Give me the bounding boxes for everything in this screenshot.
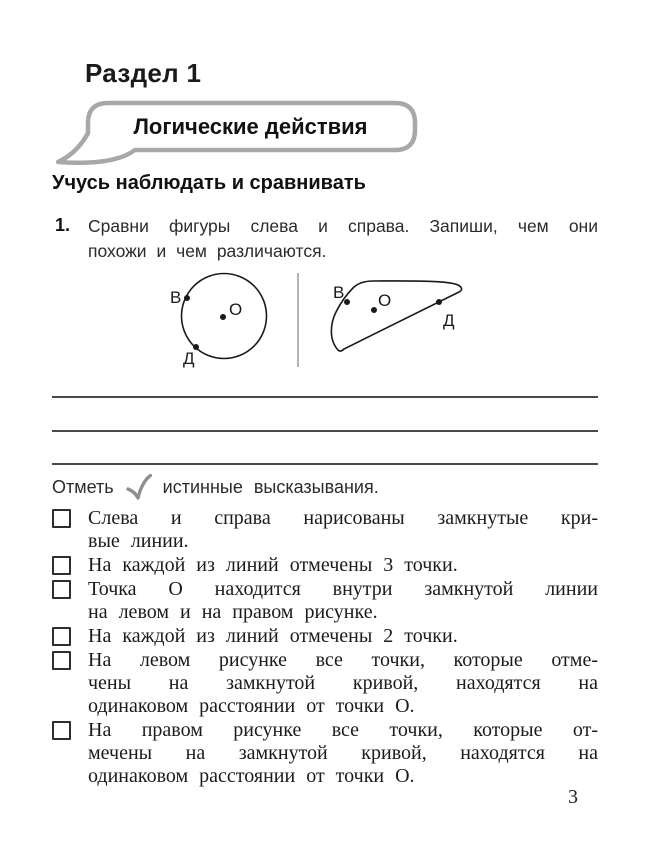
statement-line: на левом и на правом рисунке. xyxy=(88,601,378,623)
task-text-line: похожи и чем различаются. xyxy=(88,241,327,261)
statement-line: мечены на замкнутой кривой, находятся на xyxy=(88,742,598,764)
lesson-title: Учусь наблюдать и сравнивать xyxy=(52,172,366,194)
instruction-row xyxy=(52,474,598,500)
task-text-line: Сравни фигуры слева и справа. Запиши, чем они xyxy=(88,216,598,236)
statement-line: На левом рисунке все точки, которые отме- xyxy=(88,649,598,671)
statement-checkbox[interactable] xyxy=(52,721,71,740)
statement-checkbox[interactable] xyxy=(52,509,71,528)
right-point-b-dot xyxy=(344,299,350,305)
statement-item xyxy=(52,649,598,718)
statement-line: одинаковом расстоянии от точки О. xyxy=(88,695,415,717)
page-number: 3 xyxy=(568,786,578,808)
statement-line: На каждой из линий отмечены 3 точки. xyxy=(88,554,458,576)
statement-item xyxy=(52,554,598,577)
right-point-o-label: О xyxy=(378,291,392,310)
instruction-suffix: истинные высказывания. xyxy=(162,476,379,497)
statements-list xyxy=(52,507,598,789)
statement-line: Слева и справа нарисованы замкнутые кри- xyxy=(88,507,598,529)
left-point-o-label: О xyxy=(229,300,243,319)
left-point-o-dot xyxy=(220,314,226,320)
statement-checkbox[interactable] xyxy=(52,556,71,575)
statement-line: одинаковом расстоянии от точки О. xyxy=(88,765,415,787)
statement-item xyxy=(52,507,598,553)
statement-line: Точка О находится внутри замкнутой линии xyxy=(88,578,598,600)
statement-line: На каждой из линий отмечены 2 точки. xyxy=(88,625,458,647)
left-point-b-dot xyxy=(184,295,190,301)
statement-item xyxy=(52,719,598,788)
task-number: 1. xyxy=(55,215,71,235)
statement-checkbox[interactable] xyxy=(52,651,71,670)
writing-line[interactable] xyxy=(52,396,598,398)
statement-checkbox[interactable] xyxy=(52,627,71,646)
writing-line[interactable] xyxy=(52,430,598,432)
statement-item xyxy=(52,625,598,648)
statement-line: вые линии. xyxy=(88,530,189,552)
left-point-d-label: Д xyxy=(183,349,195,368)
statement-line: чены на замкнутой кривой, находятся на xyxy=(88,672,598,694)
task-text xyxy=(88,214,598,264)
bubble-title: Логические действия xyxy=(133,114,368,139)
section-title: Раздел 1 xyxy=(85,58,202,88)
writing-line[interactable] xyxy=(52,463,598,465)
right-point-b-label: В xyxy=(333,283,345,302)
statement-line: На правом рисунке все точки, которые от- xyxy=(88,719,598,741)
figures-illustration xyxy=(150,258,490,382)
right-point-d-dot xyxy=(436,299,442,305)
statement-checkbox[interactable] xyxy=(52,580,71,599)
statement-item xyxy=(52,578,598,624)
instruction-prefix: Отметь xyxy=(52,476,114,497)
checkmark-icon xyxy=(125,474,152,500)
right-point-d-label: Д xyxy=(443,311,455,330)
right-point-o-dot xyxy=(371,307,377,313)
left-point-b-label: В xyxy=(170,288,182,307)
